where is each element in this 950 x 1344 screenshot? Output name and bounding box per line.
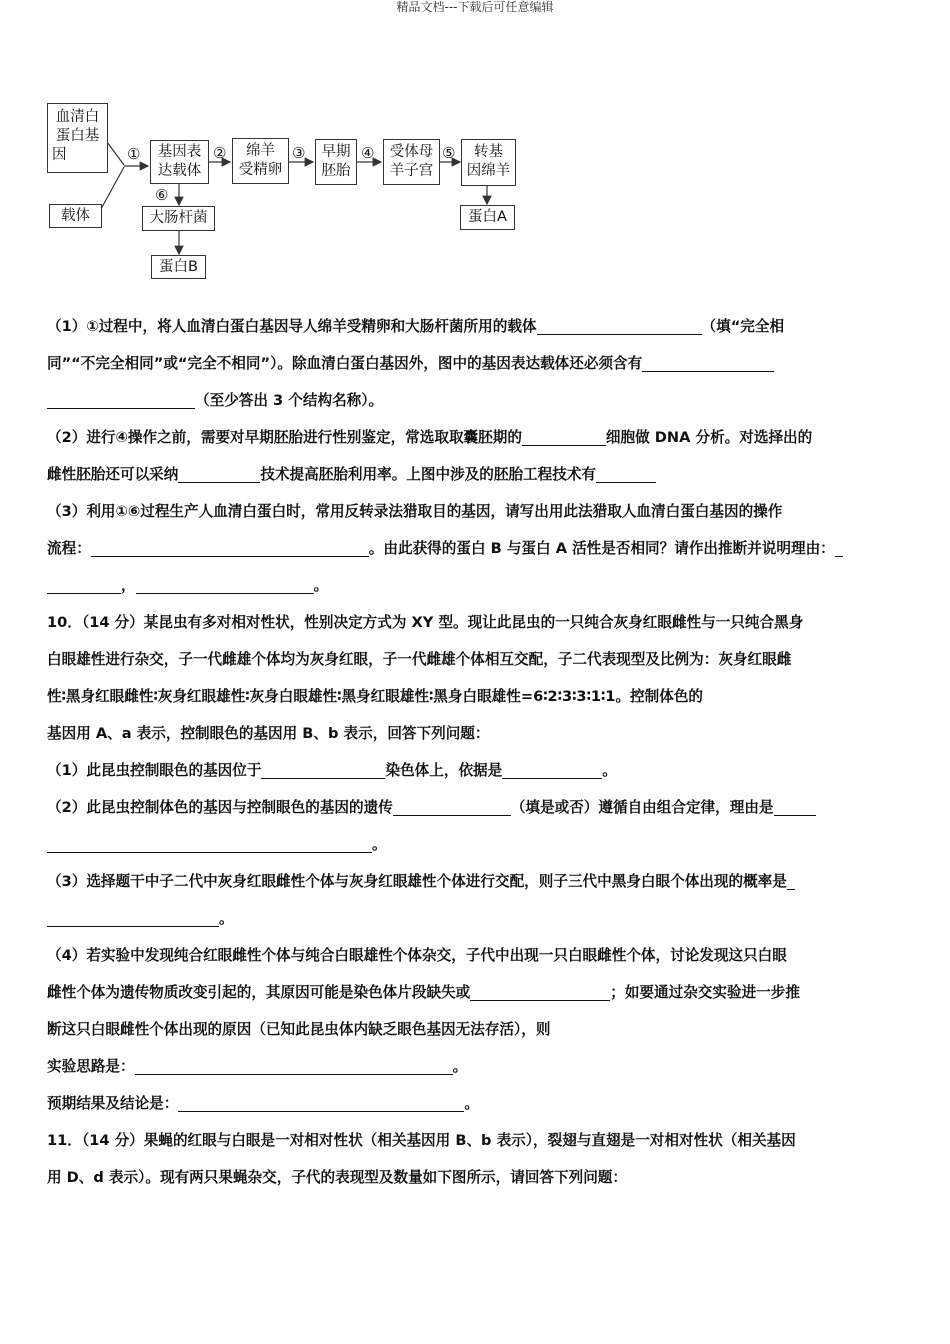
answer-blank[interactable] — [835, 538, 843, 557]
text-line: （至少答出 3 个结构名称）。 — [47, 382, 903, 419]
step-3-label: ③ — [292, 144, 306, 162]
gene-box: 血清白 蛋白基 因 — [47, 103, 108, 173]
fertilized-egg-box: 绵羊 受精卵 — [232, 138, 289, 184]
text-line: 流程： 。由此获得的蛋白 B 与蛋白 A 活性是否相同？请作出推断并说明理由： — [47, 530, 903, 567]
text-line: 雌性胚胎还可以采纳 技术提高胚胎利用率。上图中涉及的胚胎工程技术有 — [47, 456, 903, 493]
page-header: 精品文档---下载后可任意编辑 — [396, 0, 554, 14]
step-1-label: ① — [127, 145, 141, 163]
recipient-uterus-box: 受体母 羊子宫 — [383, 139, 440, 185]
step-6-label: ⑥ — [155, 186, 169, 204]
step-5-label: ⑤ — [442, 144, 456, 162]
answer-blank[interactable] — [774, 797, 816, 816]
question-text — [47, 308, 903, 1196]
answer-blank[interactable] — [178, 464, 260, 483]
early-embryo-box: 早期 胚胎 — [315, 139, 357, 185]
answer-blank[interactable] — [136, 575, 314, 594]
protein-a-box: 蛋白A — [460, 205, 515, 230]
answer-blank[interactable] — [178, 1093, 464, 1112]
text-line: （1）此昆虫控制眼色的基因位于 染色体上，依据是 。 — [47, 762, 617, 779]
answer-blank[interactable] — [47, 575, 121, 594]
answer-blank[interactable] — [91, 538, 369, 557]
text-line: 预期结果及结论是： 。 — [47, 1095, 479, 1112]
step-4-label: ④ — [361, 144, 375, 162]
protein-b-box: 蛋白B — [151, 255, 206, 279]
answer-blank[interactable] — [470, 982, 610, 1001]
text-line: 基因用 A、a 表示，控制眼色的基因用 B、b 表示，回答下列问题： — [47, 725, 490, 742]
text-line: 白眼雄性进行杂交，子一代雌雄个体均为灰身红眼，子一代雌雄个体相互交配，子二代表现型及比例为：灰身红眼雌 — [47, 651, 792, 668]
text-line: （3）利用①⑥过程生产人血清白蛋白时，常用反转录法猎取目的基因，请写出用此法猎取人血清白蛋白基因的操作 — [47, 503, 783, 520]
answer-blank[interactable] — [47, 390, 195, 409]
answer-blank[interactable] — [47, 834, 372, 853]
text-line: 。 — [47, 826, 903, 863]
text-line: ， 。 — [47, 567, 903, 604]
answer-blank[interactable] — [47, 908, 219, 927]
answer-blank[interactable] — [261, 760, 385, 779]
text-line: 10．（14 分）某昆虫有多对相对性状，性别决定方式为 XY 型。现让此昆虫的一只纯合灰身红眼雌性与一只纯合黑身 — [47, 614, 804, 631]
text-line: 用 D、d 表示）。现有两只果蝇杂交，子代的表现型及数量如下图所示，请回答下列问题： — [47, 1169, 627, 1186]
text-line: 性∶黑身红眼雌性∶灰身红眼雄性∶灰身白眼雄性∶黑身红眼雄性∶黑身白眼雄性=6∶2∶3∶3∶1∶1。控制体色的 — [47, 688, 704, 705]
text-line: （3）选择题干中子二代中灰身红眼雌性个体与灰身红眼雄性个体进行交配，则子三代中黑身白眼个体出现的概率是 — [47, 863, 903, 900]
expression-vector-box: 基因表 达载体 — [150, 140, 209, 184]
text-line: 实验思路是： 。 — [47, 1058, 468, 1075]
answer-blank[interactable] — [537, 316, 702, 335]
transgenic-sheep-box: 转基 因绵羊 — [461, 139, 516, 186]
text-line: 断这只白眼雌性个体出现的原因（已知此昆虫体内缺乏眼色基因无法存活），则 — [47, 1021, 551, 1038]
answer-blank[interactable] — [522, 427, 606, 446]
text-line: 。 — [47, 900, 903, 937]
text-line: 雌性个体为遗传物质改变引起的，其原因可能是染色体片段缺失或 ；如要通过杂交实验进一步推 — [47, 984, 800, 1001]
answer-blank[interactable] — [642, 353, 774, 372]
answer-blank[interactable] — [787, 871, 795, 890]
text-line: （1）①过程中，将人血清白蛋白基因导人绵羊受精卵和大肠杆菌所用的载体 （填“完全相 — [47, 318, 785, 335]
gene-engineering-flow-diagram — [0, 0, 950, 300]
answer-blank[interactable] — [393, 797, 511, 816]
answer-blank[interactable] — [502, 760, 602, 779]
answer-blank[interactable] — [135, 1056, 453, 1075]
ecoli-box: 大肠杆菌 — [142, 206, 215, 231]
text-line: 同”“不完全相同”或“完全不相同”）。除血清白蛋白基因外，图中的基因表达载体还必须含有 — [47, 345, 903, 382]
text-line: （2）进行④操作之前，需要对早期胚胎进行性别鉴定，常选取取囊胚期的 细胞做 DNA 分析。对选择出的 — [47, 429, 813, 446]
answer-blank[interactable] — [596, 464, 656, 483]
vector-box: 载体 — [49, 204, 102, 228]
text-line: （2）此昆虫控制体色的基因与控制眼色的基因的遗传 （填是或否）遵循自由组合定律，理由是 — [47, 789, 903, 826]
text-line: （4）若实验中发现纯合红眼雌性个体与纯合白眼雄性个体杂交，子代中出现一只白眼雌性个体，讨论发现这只白眼 — [47, 947, 787, 964]
step-2-label: ② — [213, 144, 227, 162]
text-line: 11．（14 分）果蝇的红眼与白眼是一对相对性状（相关基因用 B、b 表示），裂翅与直翅是一对相对性状（相关基因 — [47, 1132, 796, 1149]
